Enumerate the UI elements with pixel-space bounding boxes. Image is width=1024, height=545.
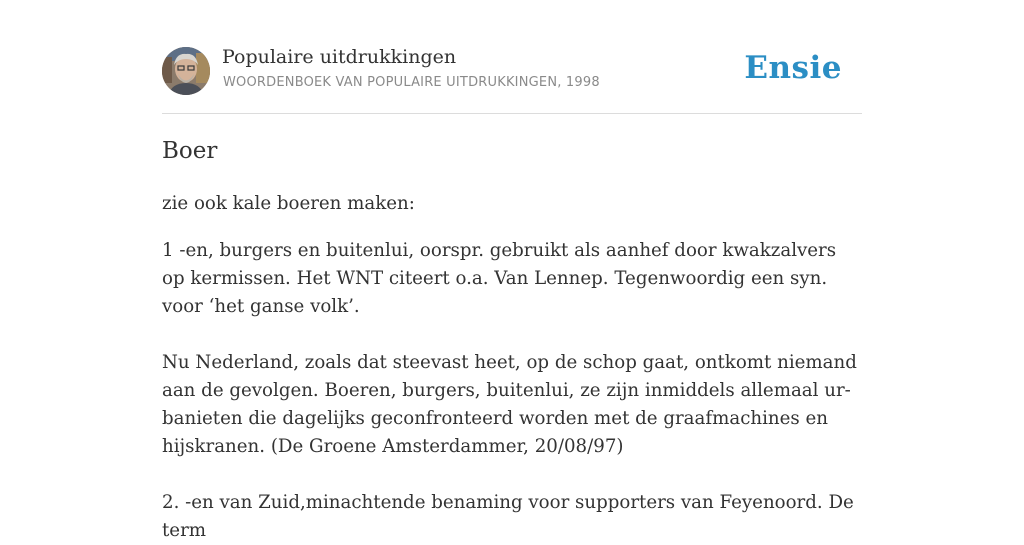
entry-paragraph-2: Nu Nederland, zoals dat steevast heet, op de schop gaat, ontkomt niemand aan de gevolgen. Boeren, burgers, buitenlui, ze zijn inmiddels allemaal ur- banieten die dagelijks geconfronteerd worden met de graafmachines en hijskranen. (De Groene Amsterdammer, 20/08/97) — [162, 352, 857, 457]
source-header — [162, 0, 862, 114]
entry-term: Boer — [162, 138, 218, 164]
entry-body — [162, 190, 862, 545]
article-container — [162, 0, 862, 541]
paragraph-spacer — [162, 461, 862, 489]
see-also-text: zie ook kale boeren maken: — [162, 193, 415, 214]
ensie-logo[interactable]: Ensie — [744, 50, 842, 86]
source-title[interactable]: Populaire uitdrukkingen — [222, 46, 457, 68]
author-avatar — [162, 47, 210, 95]
paragraph-spacer — [162, 321, 862, 349]
entry-paragraph-3: 2. -en van Zuid,minachtende benaming voor supporters van Feyenoord. De term — [162, 492, 854, 541]
source-subtitle: WOORDENBOEK VAN POPULAIRE UITDRUKKINGEN, 1998 — [223, 75, 600, 90]
entry-paragraph-1: 1 -en, burgers en buitenlui, oorspr. gebruikt als aanhef door kwakzalvers op kermissen. Het WNT citeert o.a. Van Lennep. Tegenwoordig een syn. voor ‘het ganse volk’. — [162, 240, 837, 317]
